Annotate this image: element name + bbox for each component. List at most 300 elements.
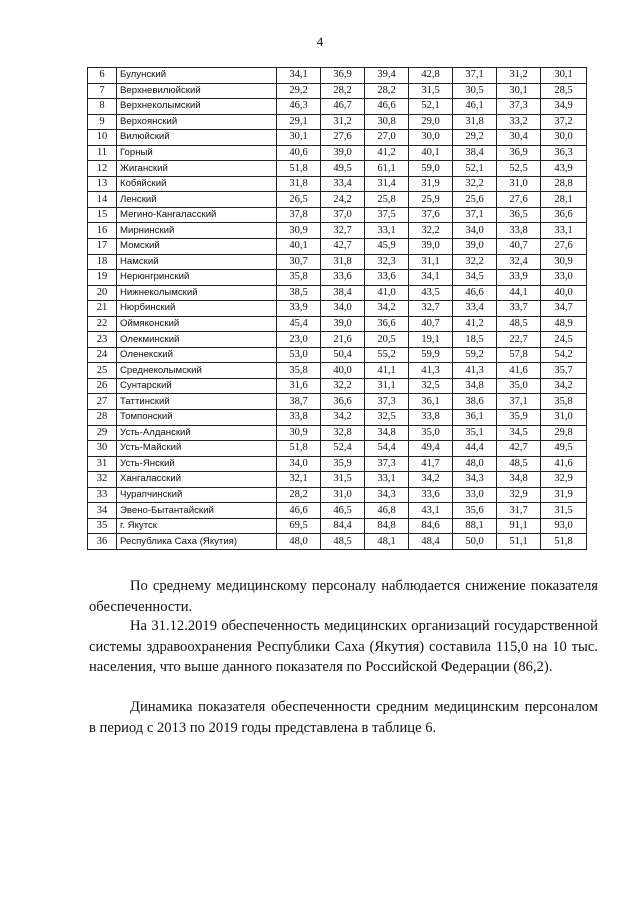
value-cell: 84,4 <box>321 518 365 534</box>
page-number: 4 <box>316 34 324 49</box>
row-number: 18 <box>88 254 117 270</box>
table-row <box>88 239 587 255</box>
value-cell: 23,0 <box>277 332 321 348</box>
value-cell: 36,9 <box>321 68 365 84</box>
value-cell: 34,1 <box>409 270 453 286</box>
value-cell: 33,0 <box>453 487 497 503</box>
district-name: Республика Саха (Якутия) <box>117 534 277 550</box>
value-cell: 20,5 <box>365 332 409 348</box>
value-cell: 36,1 <box>453 410 497 426</box>
district-name: Мегино-Кангаласский <box>117 207 277 223</box>
value-cell: 41,3 <box>409 363 453 379</box>
value-cell: 32,1 <box>277 472 321 488</box>
value-cell: 28,1 <box>541 192 587 208</box>
value-cell: 21,6 <box>321 332 365 348</box>
value-cell: 34,2 <box>365 301 409 317</box>
value-cell: 33,6 <box>365 270 409 286</box>
row-number: 28 <box>88 410 117 426</box>
value-cell: 36,6 <box>365 316 409 332</box>
value-cell: 61,1 <box>365 161 409 177</box>
district-name: Таттинский <box>117 394 277 410</box>
row-number: 29 <box>88 425 117 441</box>
table-row <box>88 394 587 410</box>
value-cell: 30,9 <box>277 223 321 239</box>
value-cell: 30,0 <box>541 130 587 146</box>
value-cell: 32,8 <box>321 425 365 441</box>
value-cell: 34,1 <box>277 68 321 84</box>
value-cell: 33,1 <box>541 223 587 239</box>
value-cell: 32,2 <box>409 223 453 239</box>
row-number: 10 <box>88 130 117 146</box>
value-cell: 31,1 <box>365 378 409 394</box>
table-row <box>88 378 587 394</box>
value-cell: 35,9 <box>497 410 541 426</box>
value-cell: 33,6 <box>409 487 453 503</box>
value-cell: 35,0 <box>409 425 453 441</box>
table-row <box>88 270 587 286</box>
value-cell: 53,0 <box>277 347 321 363</box>
row-number: 7 <box>88 83 117 99</box>
value-cell: 27,0 <box>365 130 409 146</box>
value-cell: 41,7 <box>409 456 453 472</box>
row-number: 27 <box>88 394 117 410</box>
value-cell: 46,6 <box>365 99 409 115</box>
value-cell: 45,9 <box>365 239 409 255</box>
value-cell: 52,1 <box>409 99 453 115</box>
value-cell: 37,2 <box>541 114 587 130</box>
value-cell: 41,6 <box>541 456 587 472</box>
value-cell: 40,0 <box>321 363 365 379</box>
paragraph-provision-2019 <box>89 616 598 678</box>
value-cell: 28,2 <box>321 83 365 99</box>
value-cell: 52,4 <box>321 441 365 457</box>
table-row <box>88 472 587 488</box>
value-cell: 32,7 <box>321 223 365 239</box>
value-cell: 84,8 <box>365 518 409 534</box>
table-row <box>88 161 587 177</box>
value-cell: 59,2 <box>453 347 497 363</box>
value-cell: 36,1 <box>409 394 453 410</box>
value-cell: 34,3 <box>453 472 497 488</box>
district-name: Жиганский <box>117 161 277 177</box>
value-cell: 37,1 <box>497 394 541 410</box>
table-row <box>88 145 587 161</box>
table-row <box>88 518 587 534</box>
row-number: 36 <box>88 534 117 550</box>
value-cell: 41,2 <box>365 145 409 161</box>
value-cell: 38,4 <box>321 285 365 301</box>
value-cell: 39,0 <box>321 145 365 161</box>
value-cell: 31,8 <box>321 254 365 270</box>
row-number: 6 <box>88 68 117 84</box>
value-cell: 38,5 <box>277 285 321 301</box>
value-cell: 49,5 <box>541 441 587 457</box>
value-cell: 38,7 <box>277 394 321 410</box>
value-cell: 27,6 <box>541 239 587 255</box>
district-name: Верхневилюйский <box>117 83 277 99</box>
value-cell: 34,8 <box>453 378 497 394</box>
table-row <box>88 114 587 130</box>
value-cell: 29,8 <box>541 425 587 441</box>
table-row <box>88 130 587 146</box>
value-cell: 48,1 <box>365 534 409 550</box>
value-cell: 32,9 <box>497 487 541 503</box>
value-cell: 27,6 <box>321 130 365 146</box>
value-cell: 37,6 <box>409 207 453 223</box>
value-cell: 25,9 <box>409 192 453 208</box>
value-cell: 35,6 <box>453 503 497 519</box>
value-cell: 48,9 <box>541 316 587 332</box>
value-cell: 33,9 <box>277 301 321 317</box>
district-name: Эвено-Бытантайский <box>117 503 277 519</box>
table-row <box>88 410 587 426</box>
value-cell: 54,4 <box>365 441 409 457</box>
value-cell: 39,0 <box>453 239 497 255</box>
value-cell: 31,2 <box>321 114 365 130</box>
district-name: Усть-Алданский <box>117 425 277 441</box>
value-cell: 33,8 <box>409 410 453 426</box>
table-row <box>88 176 587 192</box>
value-cell: 30,1 <box>541 68 587 84</box>
value-cell: 93,0 <box>541 518 587 534</box>
row-number: 30 <box>88 441 117 457</box>
value-cell: 52,5 <box>497 161 541 177</box>
value-cell: 35,7 <box>541 363 587 379</box>
district-name: Нижнеколымский <box>117 285 277 301</box>
value-cell: 35,8 <box>277 363 321 379</box>
value-cell: 40,1 <box>277 239 321 255</box>
value-cell: 43,5 <box>409 285 453 301</box>
value-cell: 34,0 <box>453 223 497 239</box>
table-row <box>88 207 587 223</box>
value-cell: 46,3 <box>277 99 321 115</box>
district-name: Сунтарский <box>117 378 277 394</box>
table-row <box>88 347 587 363</box>
value-cell: 57,8 <box>497 347 541 363</box>
value-cell: 39,4 <box>365 68 409 84</box>
paragraph-text: По среднему медицинскому персоналу наблюдается снижение показателя обеспеченности. <box>89 578 598 615</box>
value-cell: 24,5 <box>541 332 587 348</box>
value-cell: 33,8 <box>277 410 321 426</box>
table-row <box>88 332 587 348</box>
value-cell: 51,8 <box>277 161 321 177</box>
value-cell: 31,5 <box>541 503 587 519</box>
value-cell: 34,2 <box>541 378 587 394</box>
table-row <box>88 441 587 457</box>
value-cell: 33,8 <box>497 223 541 239</box>
value-cell: 46,6 <box>453 285 497 301</box>
value-cell: 36,5 <box>497 207 541 223</box>
table-row <box>88 534 587 550</box>
row-number: 9 <box>88 114 117 130</box>
value-cell: 42,7 <box>497 441 541 457</box>
value-cell: 48,0 <box>277 534 321 550</box>
value-cell: 33,0 <box>541 270 587 286</box>
value-cell: 46,1 <box>453 99 497 115</box>
value-cell: 31,0 <box>541 410 587 426</box>
value-cell: 36,6 <box>321 394 365 410</box>
value-cell: 34,2 <box>409 472 453 488</box>
district-name: Нюрбинский <box>117 301 277 317</box>
table-row <box>88 456 587 472</box>
value-cell: 19,1 <box>409 332 453 348</box>
value-cell: 59,0 <box>409 161 453 177</box>
district-name: Усть-Майский <box>117 441 277 457</box>
district-name: Кобяйский <box>117 176 277 192</box>
row-number: 15 <box>88 207 117 223</box>
value-cell: 48,5 <box>321 534 365 550</box>
value-cell: 36,6 <box>541 207 587 223</box>
district-name: Усть-Янский <box>117 456 277 472</box>
paragraph-text: Динамика показателя обеспеченности средним медицинским персоналом в период с 2013 по 2019 годы представлена в таблице 6. <box>89 699 598 736</box>
value-cell: 33,9 <box>497 270 541 286</box>
value-cell: 29,2 <box>277 83 321 99</box>
row-number: 20 <box>88 285 117 301</box>
row-number: 21 <box>88 301 117 317</box>
value-cell: 31,2 <box>497 68 541 84</box>
district-name: Олекминский <box>117 332 277 348</box>
value-cell: 34,8 <box>497 472 541 488</box>
value-cell: 69,5 <box>277 518 321 534</box>
value-cell: 32,5 <box>409 378 453 394</box>
value-cell: 40,7 <box>497 239 541 255</box>
value-cell: 34,0 <box>277 456 321 472</box>
row-number: 23 <box>88 332 117 348</box>
value-cell: 48,5 <box>497 456 541 472</box>
value-cell: 41,2 <box>453 316 497 332</box>
paragraph-text: На 31.12.2019 обеспеченность медицинских организаций государственной системы здравоохранения Республики Саха (Якутия) составила 115,0 на 10 тыс. населения, что выше данного показателя по Российской Федерации (86,2). <box>89 618 598 675</box>
value-cell: 36,9 <box>497 145 541 161</box>
value-cell: 46,7 <box>321 99 365 115</box>
value-cell: 30,8 <box>365 114 409 130</box>
value-cell: 29,0 <box>409 114 453 130</box>
value-cell: 31,5 <box>409 83 453 99</box>
value-cell: 35,9 <box>321 456 365 472</box>
value-cell: 37,3 <box>365 394 409 410</box>
district-name: Вилюйский <box>117 130 277 146</box>
row-number: 33 <box>88 487 117 503</box>
value-cell: 33,1 <box>365 472 409 488</box>
value-cell: 30,0 <box>409 130 453 146</box>
value-cell: 41,1 <box>365 363 409 379</box>
value-cell: 34,7 <box>541 301 587 317</box>
value-cell: 40,1 <box>409 145 453 161</box>
table-row <box>88 83 587 99</box>
row-number: 34 <box>88 503 117 519</box>
value-cell: 49,5 <box>321 161 365 177</box>
value-cell: 35,8 <box>541 394 587 410</box>
table-body <box>88 68 587 550</box>
value-cell: 31,9 <box>409 176 453 192</box>
row-number: 11 <box>88 145 117 161</box>
table-row <box>88 316 587 332</box>
district-name: Верхнеколымский <box>117 99 277 115</box>
value-cell: 38,6 <box>453 394 497 410</box>
value-cell: 39,0 <box>409 239 453 255</box>
value-cell: 31,9 <box>541 487 587 503</box>
value-cell: 30,9 <box>277 425 321 441</box>
value-cell: 35,1 <box>453 425 497 441</box>
value-cell: 35,0 <box>497 378 541 394</box>
table-row <box>88 254 587 270</box>
paragraph-nurses <box>89 576 598 617</box>
value-cell: 38,4 <box>453 145 497 161</box>
value-cell: 34,8 <box>365 425 409 441</box>
value-cell: 31,1 <box>409 254 453 270</box>
district-name: Среднеколымский <box>117 363 277 379</box>
value-cell: 34,2 <box>321 410 365 426</box>
row-number: 16 <box>88 223 117 239</box>
value-cell: 37,8 <box>277 207 321 223</box>
value-cell: 34,5 <box>497 425 541 441</box>
value-cell: 42,7 <box>321 239 365 255</box>
value-cell: 46,5 <box>321 503 365 519</box>
value-cell: 40,0 <box>541 285 587 301</box>
value-cell: 25,8 <box>365 192 409 208</box>
table-row <box>88 503 587 519</box>
row-number: 13 <box>88 176 117 192</box>
value-cell: 37,5 <box>365 207 409 223</box>
value-cell: 31,8 <box>277 176 321 192</box>
table-row <box>88 487 587 503</box>
district-name: Чурапчинский <box>117 487 277 503</box>
value-cell: 28,8 <box>541 176 587 192</box>
value-cell: 18,5 <box>453 332 497 348</box>
value-cell: 40,7 <box>409 316 453 332</box>
value-cell: 29,1 <box>277 114 321 130</box>
row-number: 17 <box>88 239 117 255</box>
table-row <box>88 301 587 317</box>
value-cell: 32,7 <box>409 301 453 317</box>
value-cell: 43,9 <box>541 161 587 177</box>
row-number: 14 <box>88 192 117 208</box>
value-cell: 30,5 <box>453 83 497 99</box>
row-number: 8 <box>88 99 117 115</box>
table-row <box>88 363 587 379</box>
table-row <box>88 68 587 84</box>
value-cell: 36,3 <box>541 145 587 161</box>
value-cell: 37,0 <box>321 207 365 223</box>
value-cell: 48,0 <box>453 456 497 472</box>
value-cell: 31,7 <box>497 503 541 519</box>
value-cell: 32,4 <box>497 254 541 270</box>
value-cell: 25,6 <box>453 192 497 208</box>
value-cell: 37,1 <box>453 68 497 84</box>
value-cell: 28,2 <box>365 83 409 99</box>
value-cell: 32,3 <box>365 254 409 270</box>
value-cell: 41,0 <box>365 285 409 301</box>
value-cell: 44,1 <box>497 285 541 301</box>
value-cell: 54,2 <box>541 347 587 363</box>
value-cell: 41,3 <box>453 363 497 379</box>
district-name: Булунский <box>117 68 277 84</box>
value-cell: 31,6 <box>277 378 321 394</box>
row-number: 12 <box>88 161 117 177</box>
value-cell: 49,4 <box>409 441 453 457</box>
value-cell: 37,3 <box>365 456 409 472</box>
value-cell: 50,0 <box>453 534 497 550</box>
value-cell: 32,2 <box>453 176 497 192</box>
value-cell: 35,8 <box>277 270 321 286</box>
value-cell: 28,2 <box>277 487 321 503</box>
value-cell: 33,6 <box>321 270 365 286</box>
value-cell: 34,0 <box>321 301 365 317</box>
value-cell: 29,2 <box>453 130 497 146</box>
value-cell: 33,4 <box>453 301 497 317</box>
value-cell: 32,2 <box>453 254 497 270</box>
row-number: 22 <box>88 316 117 332</box>
value-cell: 34,3 <box>365 487 409 503</box>
district-name: Оленекский <box>117 347 277 363</box>
table-row <box>88 285 587 301</box>
value-cell: 31,0 <box>497 176 541 192</box>
value-cell: 41,6 <box>497 363 541 379</box>
value-cell: 43,1 <box>409 503 453 519</box>
table-row <box>88 99 587 115</box>
row-number: 25 <box>88 363 117 379</box>
value-cell: 32,9 <box>541 472 587 488</box>
district-name: Намский <box>117 254 277 270</box>
value-cell: 26,5 <box>277 192 321 208</box>
value-cell: 33,4 <box>321 176 365 192</box>
row-number: 26 <box>88 378 117 394</box>
value-cell: 42,8 <box>409 68 453 84</box>
value-cell: 37,3 <box>497 99 541 115</box>
value-cell: 31,0 <box>321 487 365 503</box>
value-cell: 52,1 <box>453 161 497 177</box>
value-cell: 50,4 <box>321 347 365 363</box>
value-cell: 46,8 <box>365 503 409 519</box>
value-cell: 22,7 <box>497 332 541 348</box>
value-cell: 31,4 <box>365 176 409 192</box>
value-cell: 39,0 <box>321 316 365 332</box>
district-name: Хангаласский <box>117 472 277 488</box>
district-name: Оймяконский <box>117 316 277 332</box>
district-name: Мирнинский <box>117 223 277 239</box>
value-cell: 51,1 <box>497 534 541 550</box>
table-row <box>88 425 587 441</box>
row-number: 32 <box>88 472 117 488</box>
value-cell: 51,8 <box>277 441 321 457</box>
value-cell: 31,5 <box>321 472 365 488</box>
value-cell: 51,8 <box>541 534 587 550</box>
value-cell: 55,2 <box>365 347 409 363</box>
value-cell: 24,2 <box>321 192 365 208</box>
value-cell: 34,9 <box>541 99 587 115</box>
value-cell: 91,1 <box>497 518 541 534</box>
value-cell: 48,5 <box>497 316 541 332</box>
value-cell: 46,6 <box>277 503 321 519</box>
value-cell: 30,1 <box>277 130 321 146</box>
row-number: 35 <box>88 518 117 534</box>
value-cell: 34,5 <box>453 270 497 286</box>
value-cell: 33,1 <box>365 223 409 239</box>
value-cell: 84,6 <box>409 518 453 534</box>
value-cell: 30,7 <box>277 254 321 270</box>
table-row <box>88 192 587 208</box>
district-name: Томпонский <box>117 410 277 426</box>
value-cell: 32,5 <box>365 410 409 426</box>
value-cell: 44,4 <box>453 441 497 457</box>
row-number: 24 <box>88 347 117 363</box>
value-cell: 33,2 <box>497 114 541 130</box>
value-cell: 32,2 <box>321 378 365 394</box>
value-cell: 59,9 <box>409 347 453 363</box>
value-cell: 48,4 <box>409 534 453 550</box>
provision-table <box>87 67 587 550</box>
value-cell: 37,1 <box>453 207 497 223</box>
value-cell: 27,6 <box>497 192 541 208</box>
